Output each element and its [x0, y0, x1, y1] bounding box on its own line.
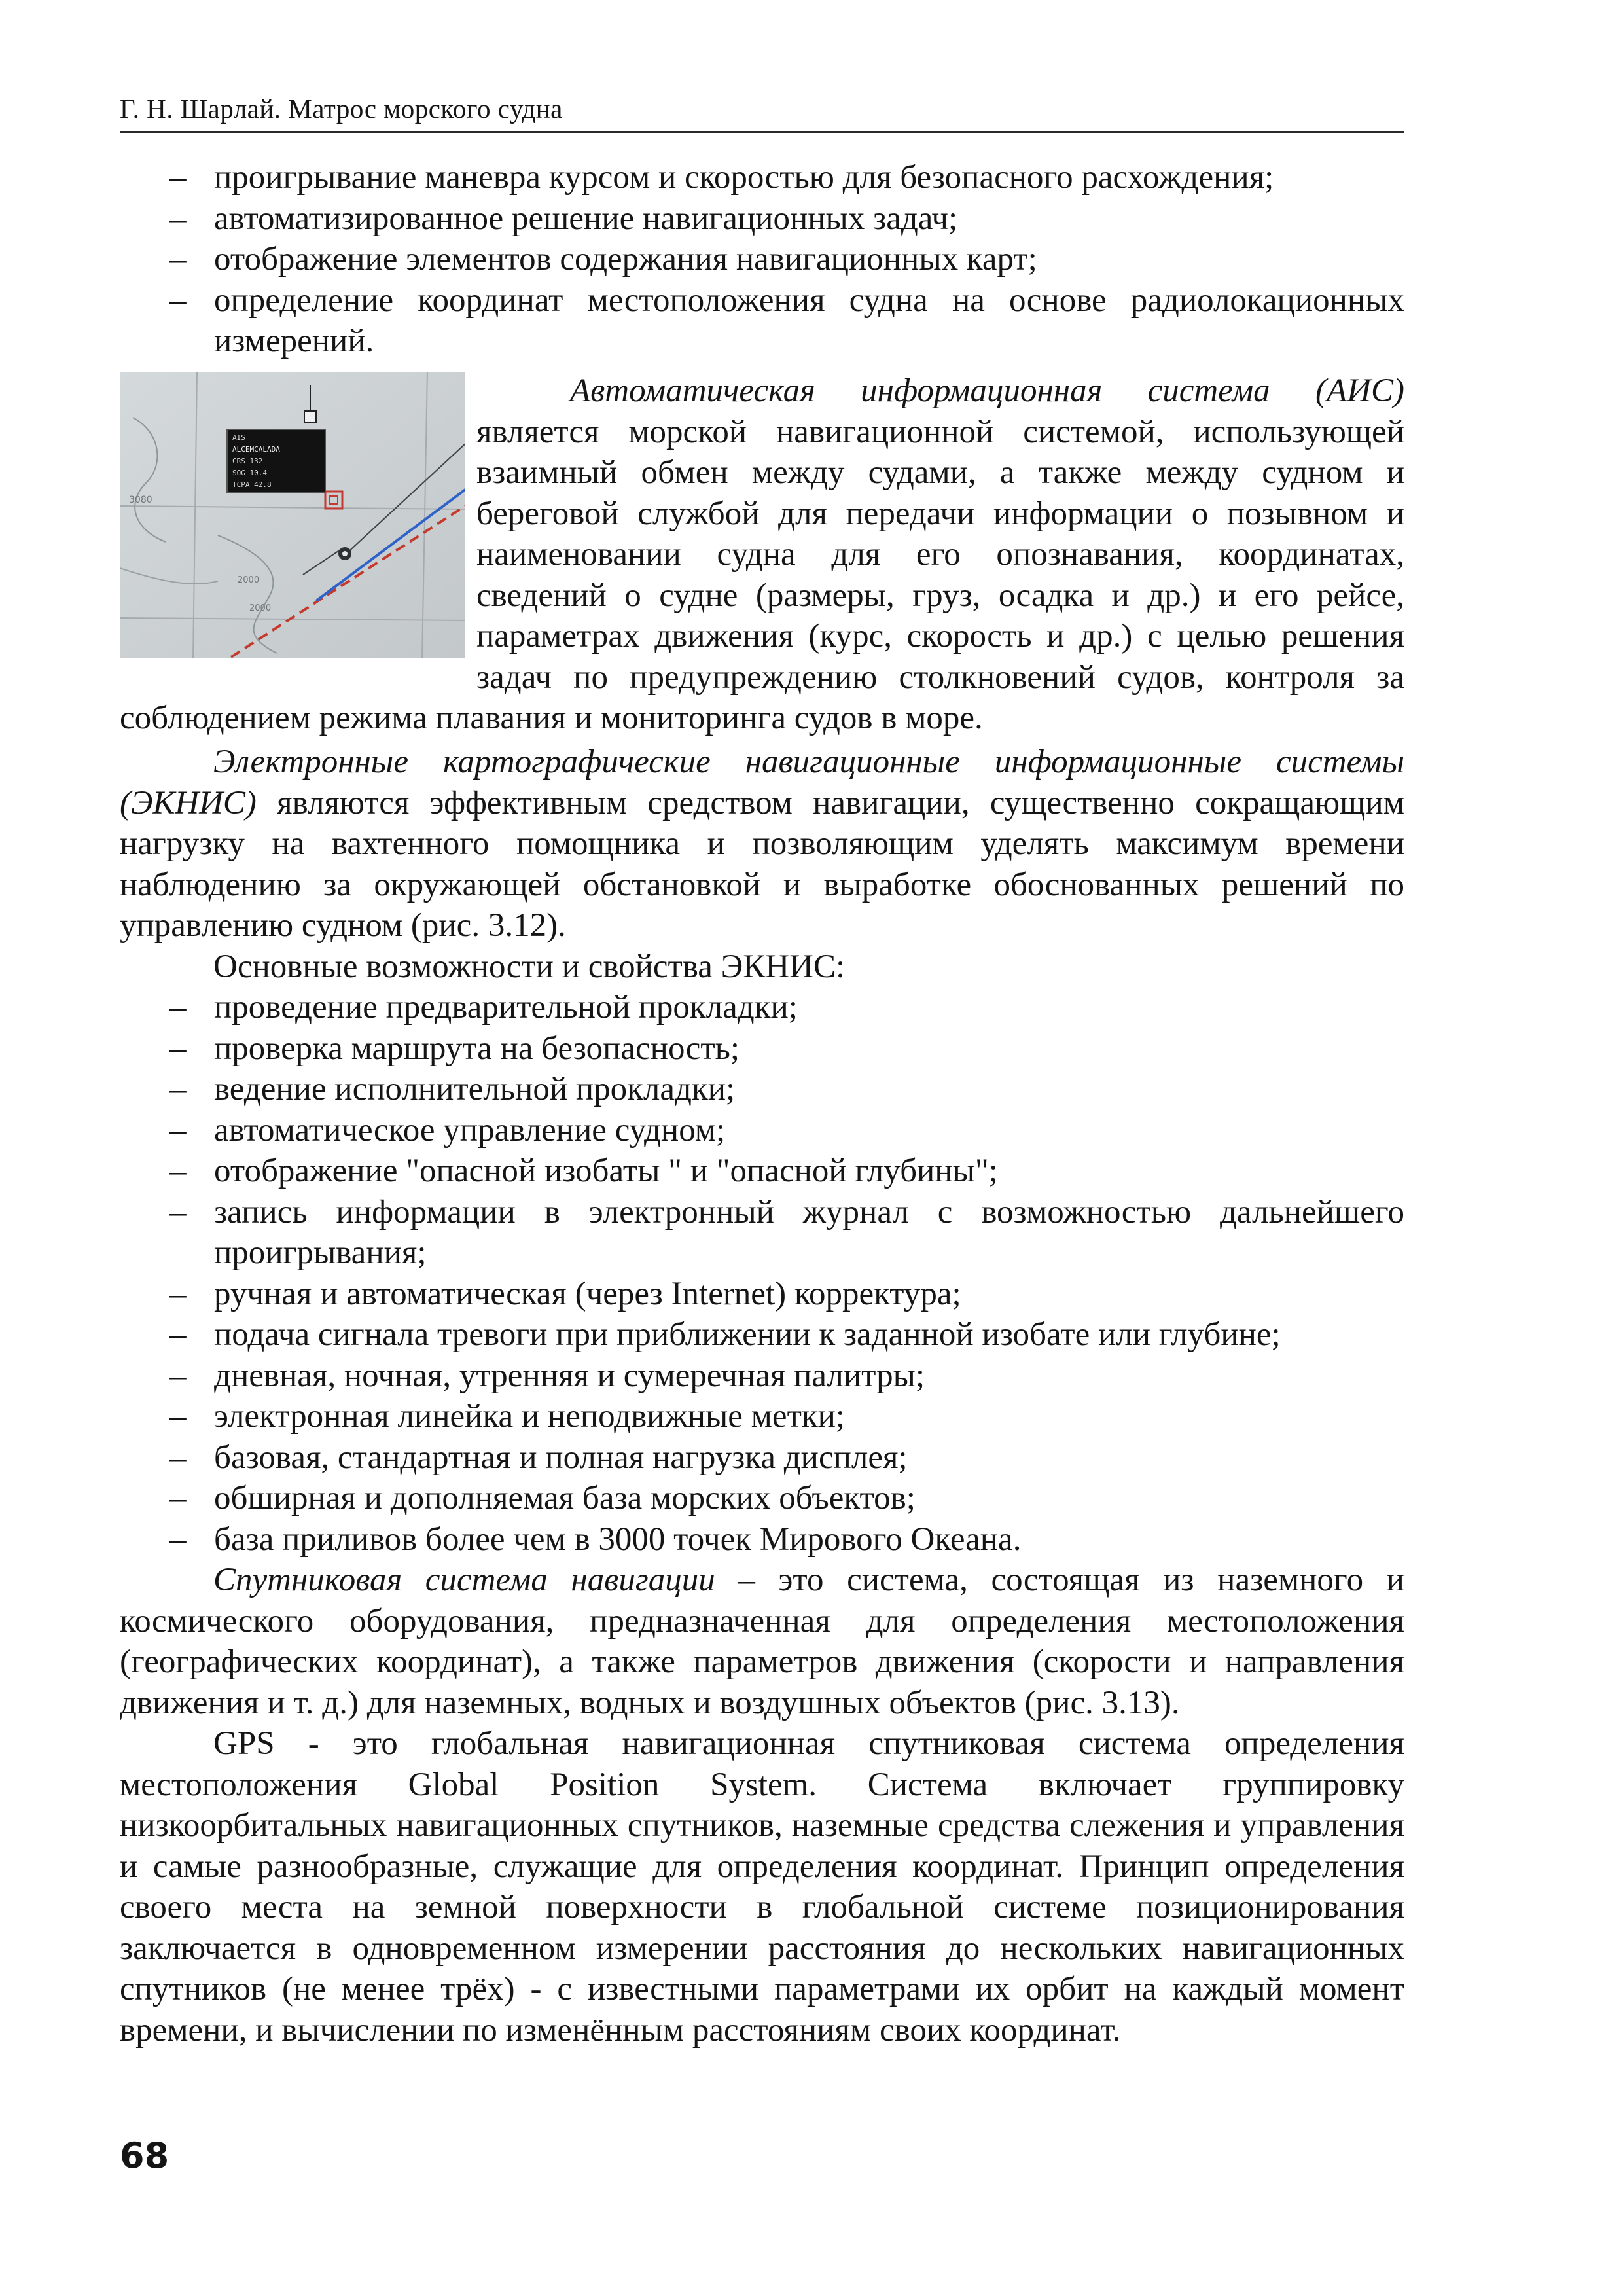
panel-line: SOG 10.4 — [232, 469, 267, 477]
depth-label: 2000 — [249, 603, 272, 613]
list-item: – база приливов более чем в 3000 точек Мирового Океана. — [169, 1520, 1022, 1558]
depth-label: 2000 — [238, 575, 260, 585]
figure-spacer — [120, 370, 476, 658]
list-item: – проверка маршрута на безопасность; — [169, 1030, 740, 1067]
panel-line: ALCEMCALADA — [232, 445, 280, 454]
list-item: – отображение элементов содержания навигационных карт; — [169, 241, 1037, 278]
ecdis-features-intro: Основные возможности и свойства ЭКНИС: — [213, 948, 846, 985]
list-item: – ручная и автоматическая (через Internet) корректура; — [169, 1275, 961, 1312]
panel-line: CRS 132 — [232, 457, 263, 465]
ais-term: Автоматическая информационная система (АИС) — [570, 372, 1404, 409]
list-item: – подача сигнала тревоги при приближении к заданной изобате или глубине; — [169, 1316, 1281, 1353]
list-item: – автоматизированное решение навигационных задач; — [169, 200, 958, 237]
panel-line: AIS — [232, 433, 245, 442]
satellite-term: Спутниковая система навигации — [213, 1562, 715, 1598]
list-item: – автоматическое управление судном; — [169, 1111, 726, 1149]
list-item: – дневная, ночная, утренняя и сумеречная палитры; — [169, 1357, 925, 1394]
list-item: – обширная и дополняемая база морских объектов; — [169, 1480, 916, 1516]
running-header: Г. Н. Шарлай. Матрос морского судна — [120, 94, 563, 124]
header-rule — [120, 131, 1404, 133]
page-number: 68 — [120, 2135, 169, 2176]
panel-line: TCPA 42.8 — [232, 480, 272, 489]
list-item: – проигрывание маневра курсом и скоростью для безопасного расхождения; — [169, 159, 1274, 196]
gps-paragraph: GPS - это глобальная навигационная спутниковая система определения местоположения Global Position System. Система включает группировку низкоорбитальных навигационных спутников, наземные средства слежения и управления и самые разнообразные, служащие для определения координат. Принцип определения своего места на земной поверхности в глобальной системе позиционирования заключается в одновременном измерении расстояния до нескольких навигационных спутников (не менее трёх) - с известными параметрами их орбит на каждый момент времени, и вычислении по изменённым расстояниям своих координат. — [120, 1725, 1404, 2049]
ais-paragraph: Автоматическая информационная система (АИС) является морской навигационной системой, использующей взаимный обмен между судами, а также между судном и береговой службой для передачи информации о позывном и наименовании судна для его опознавания, координатах, сведений о судне (размеры, груз, осадка и др.) и его рейсе, параметрах движения (курс, скорость и др.) с целью решения задач по предупреждению столкновений судов, контроля за соблюдением режима плавания и мониторинга судов в море. — [120, 370, 1404, 739]
ecdis-term: Электронные картографические навигационные информационные системы (ЭКНИС) — [120, 744, 1404, 821]
list-item: – отображение "опасной изобаты " и "опасной глубины"; — [169, 1153, 998, 1189]
depth-label: 3080 — [129, 495, 152, 505]
list-item: – базовая, стандартная и полная нагрузка дисплея; — [169, 1439, 908, 1476]
list-item: – запись информации в электронный журнал с возможностью дальнейшего проигрывания; — [169, 1193, 1404, 1271]
list-item: – электронная линейка и неподвижные метки; — [169, 1398, 846, 1435]
ecdis-paragraph: Электронные картографические навигационные информационные системы (ЭКНИС) являются эффективным средством навигации, существенно сокращающим нагрузку на вахтенного помощника и позволяющим уделять максимум времени наблюдению за окружающей обстановкой и выработке обоснованных решений по управлению судном (рис. 3.12). Основные возможности и свойства ЭКНИС: – проведение предварительной прокладки; – проверка маршрута на безопасность; – ведение исполнительной прокладки; – автоматическое управление судном; – отображение "опасной изобаты " и "опасной глубины"; – запись информации в электронный журнал с возможностью дальнейшего проигрывания; – ручная и автоматическая (через Internet) корректура; – подача сигнала тревоги при приближении к заданной изобате или глубине; – дневная, ночная, утренняя и сумеречная палитры; – электронная линейка и неподвижные метки; – базовая, стандартная и полная нагрузка дисплея; – обширная и дополняемая база морских объектов; – база приливов более чем в 3000 точек Мирового Океана. Спутниковая система навигации – это система, состоящая из наземного и космического оборудования, предназначенная для определения местоположения (географических координат), а также параметров движения (скорости и направления движения и т. д.) для наземных, водных и воздушных объектов (рис. 3.13). GPS - это глобальная навигационная спутниковая система определения местоположения Global Position System. Система включает группировку низкоорбитальных навигационных спутников, наземные средства слежения и управления и самые разнообразные, служащие для определения координат. Принцип определения своего места на земной поверхности в глобальной системе позиционирования заключается в одновременном измерении расстояния до нескольких навигационных спутников (не менее трёх) - с известными параметрами их орбит на каждый момент времени, и вычислении по изменённым расстояниям своих координат. — [120, 742, 1404, 2051]
list-item: – определение координат местоположения судна на основе радиолокационных измерений. — [169, 281, 1404, 359]
list-item: – проведение предварительной прокладки; — [169, 989, 798, 1026]
list-radar-functions — [120, 157, 1404, 362]
list-ecdis-features — [120, 987, 1404, 1560]
list-item: – ведение исполнительной прокладки; — [169, 1071, 736, 1107]
